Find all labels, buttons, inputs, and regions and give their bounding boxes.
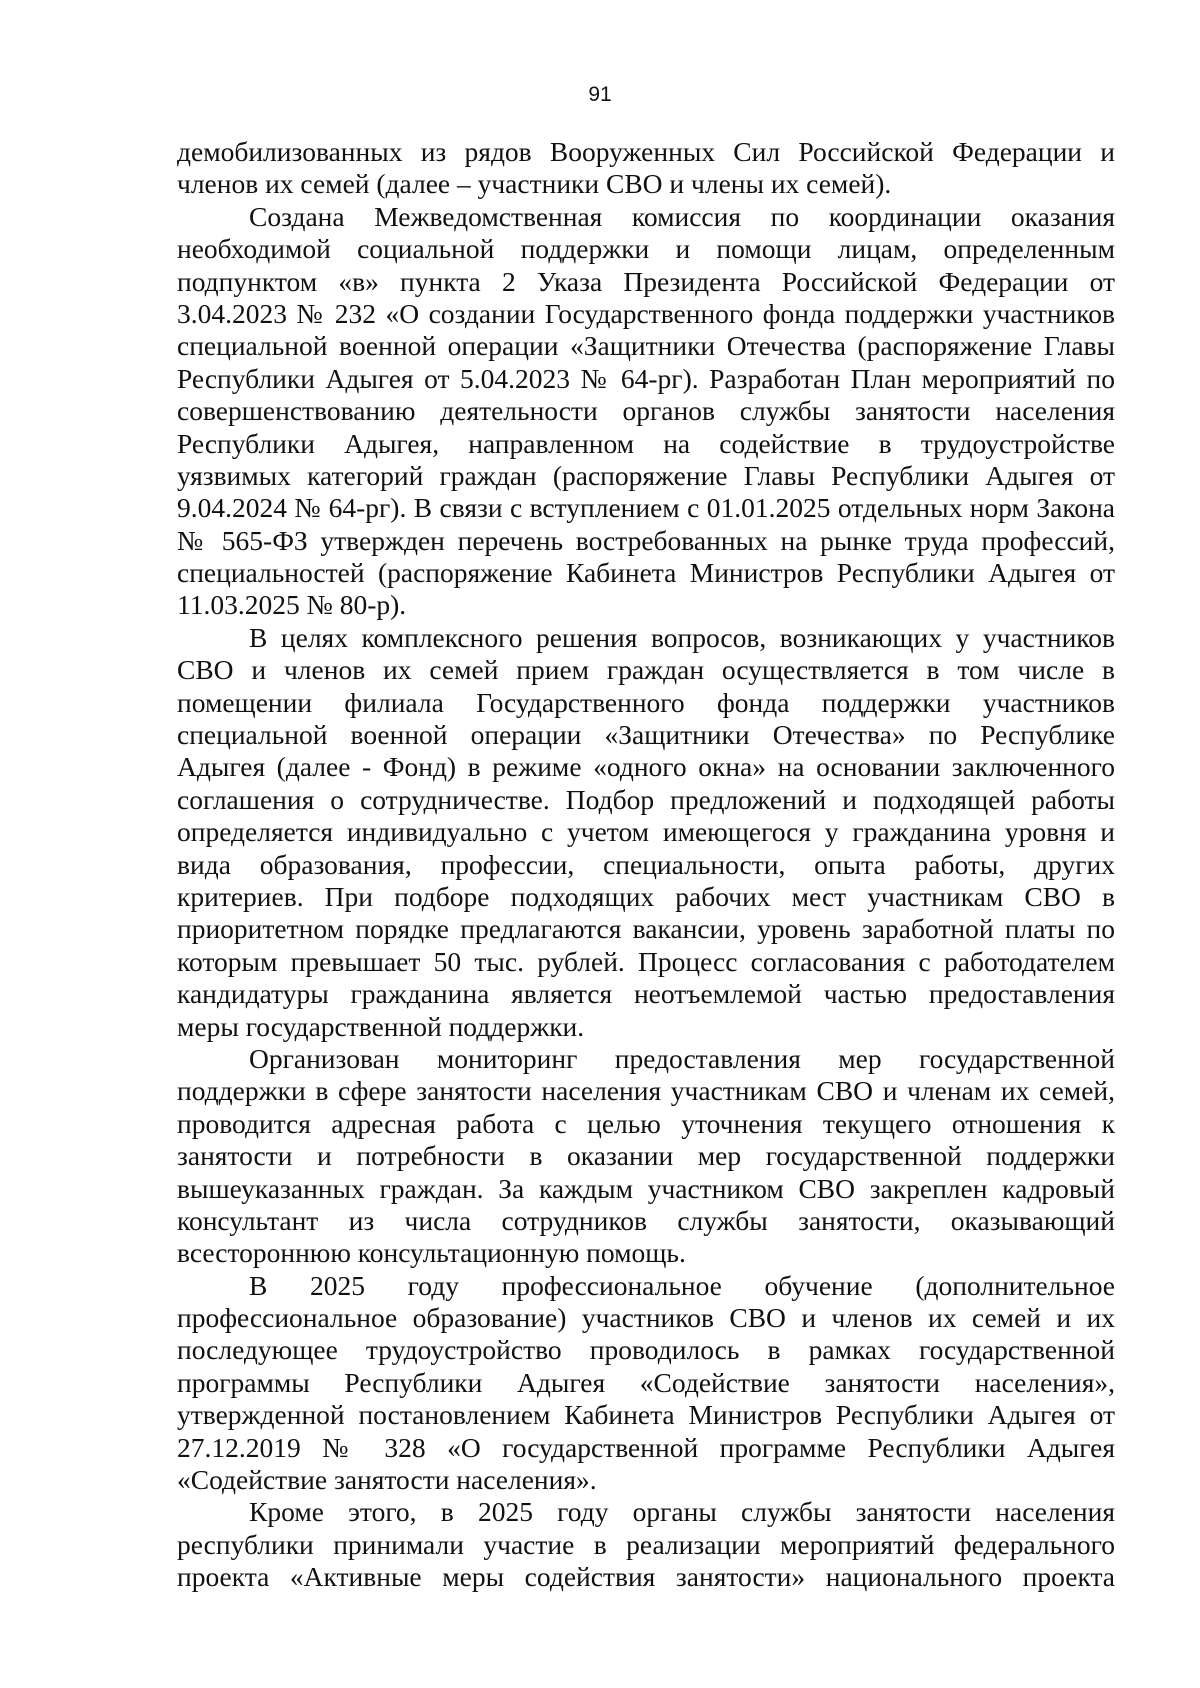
document-body — [177, 136, 1115, 1594]
text-line: 9.04.2024 № 64-рг). В связи с вступлением с 01.01.2025 отдельных норм Закона — [177, 492, 1115, 524]
text-line: Создана Межведомственная комиссия по координации оказания — [249, 200, 1115, 232]
text-line: программы Республики Адыгея «Содействие занятости населения», — [177, 1366, 1115, 1398]
paragraph — [177, 201, 1115, 622]
text-line: демобилизованных из рядов Вооруженных Сил Российской Федерации и — [177, 136, 1115, 167]
text-line: 3.04.2023 № 232 «О создании Государственного фонда поддержки участников — [177, 297, 1115, 329]
text-line: определяется индивидуально с учетом имеющегося у гражданина уровня и — [177, 816, 1115, 848]
text-line: меры государственной поддержки. — [177, 1010, 585, 1042]
text-line: специальной военной операции «Защитники Отечества» по Республике — [177, 719, 1115, 751]
text-line: совершенствованию деятельности органов службы занятости населения — [177, 395, 1115, 427]
page-number: 91 — [588, 83, 612, 106]
paragraph — [177, 1496, 1115, 1593]
text-line: последующее трудоустройство проводилось в рамках государственной — [177, 1334, 1115, 1366]
paragraph — [177, 136, 1115, 201]
text-line: консультант из числа сотрудников службы занятости, оказывающий — [177, 1204, 1115, 1236]
paragraph — [177, 1270, 1115, 1497]
text-line: «Содействие занятости населения». — [177, 1464, 597, 1496]
text-line: помещении филиала Государственного фонда поддержки участников — [177, 686, 1115, 718]
text-line: критериев. При подборе подходящих рабочих мест участникам СВО в — [177, 880, 1115, 912]
text-line: всестороннюю консультационную помощь. — [177, 1237, 686, 1269]
text-line: проводится адресная работа с целью уточнения текущего отношения к — [177, 1107, 1115, 1139]
text-line: членов их семей (далее – участники СВО и члены их семей). — [177, 168, 892, 200]
text-line: республики принимали участие в реализации мероприятий федерального — [177, 1528, 1115, 1560]
text-line: Республики Адыгея от 5.04.2023 № 64-рг). Разработан План мероприятий по — [177, 362, 1115, 394]
text-line: № 565-ФЗ утвержден перечень востребованных на рынке труда профессий, — [177, 524, 1115, 556]
text-line: Кроме этого, в 2025 году органы службы занятости населения — [249, 1496, 1115, 1528]
paragraph — [177, 622, 1115, 1043]
text-line: 27.12.2019 № 328 «О государственной программе Республики Адыгея — [177, 1431, 1115, 1463]
text-line: Организован мониторинг предоставления мер государственной — [249, 1042, 1115, 1074]
text-line: Республики Адыгея, направленном на содействие в трудоустройстве — [177, 427, 1115, 459]
text-line: профессиональное образование) участников СВО и членов их семей и их — [177, 1302, 1115, 1334]
text-line: В целях комплексного решения вопросов, возникающих у участников — [249, 621, 1115, 653]
text-line: Адыгея (далее - Фонд) в режиме «одного окна» на основании заключенного — [177, 751, 1115, 783]
text-line: которым превышает 50 тыс. рублей. Процесс согласования с работодателем — [177, 945, 1115, 977]
text-line: занятости и потребности в оказании мер государственной поддержки — [177, 1140, 1115, 1172]
text-line: подпунктом «в» пункта 2 Указа Президента Российской Федерации от — [177, 265, 1115, 297]
text-line: поддержки в сфере занятости населения участникам СВО и членам их семей, — [177, 1075, 1115, 1107]
text-line: соглашения о сотрудничестве. Подбор предложений и подходящей работы — [177, 783, 1115, 815]
text-line: проекта «Активные меры содействия занятости» национального проекта — [177, 1561, 1115, 1593]
text-line: вида образования, профессии, специальности, опыта работы, других — [177, 848, 1115, 880]
text-line: СВО и членов их семей прием граждан осуществляется в том числе в — [177, 654, 1115, 686]
text-line: утвержденной постановлением Кабинета Министров Республики Адыгея от — [177, 1399, 1115, 1431]
text-line: вышеуказанных граждан. За каждым участником СВО закреплен кадровый — [177, 1172, 1115, 1204]
paragraph — [177, 1043, 1115, 1270]
text-line: 11.03.2025 № 80-р). — [177, 589, 407, 621]
text-line: специальной военной операции «Защитники Отечества (распоряжение Главы — [177, 330, 1115, 362]
text-line: приоритетном порядке предлагаются вакансии, уровень заработной платы по — [177, 913, 1115, 945]
text-line: В 2025 году профессиональное обучение (дополнительное — [249, 1269, 1115, 1301]
text-line: уязвимых категорий граждан (распоряжение Главы Республики Адыгея от — [177, 459, 1115, 491]
text-line: необходимой социальной поддержки и помощи лицам, определенным — [177, 233, 1115, 265]
text-line: специальностей (распоряжение Кабинета Министров Республики Адыгея от — [177, 557, 1115, 589]
text-line: кандидатуры гражданина является неотъемлемой частью предоставления — [177, 978, 1115, 1010]
